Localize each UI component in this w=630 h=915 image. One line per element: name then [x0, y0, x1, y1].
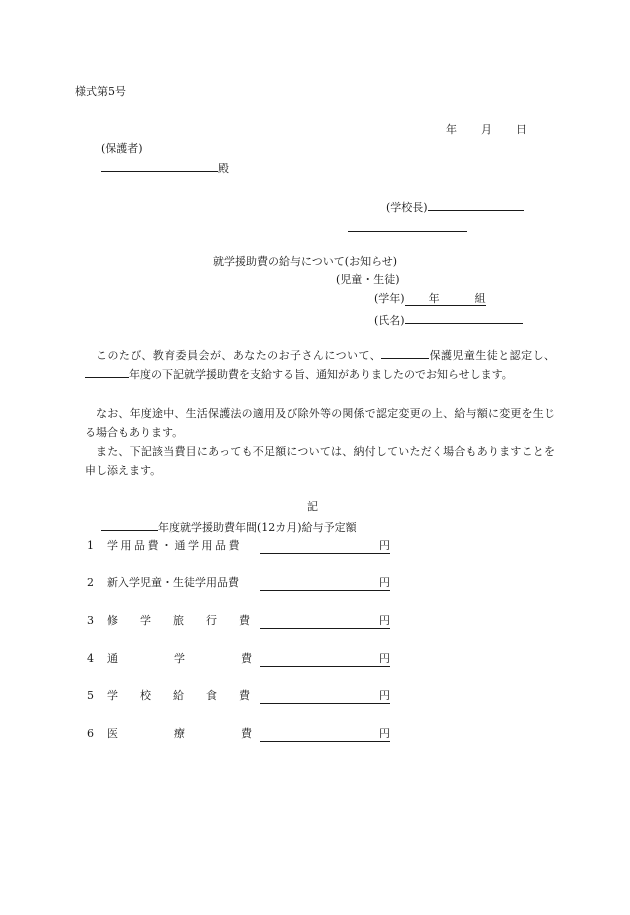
item-number: 4	[87, 652, 94, 665]
item-unit: 円	[379, 539, 390, 552]
amount-blank[interactable]	[260, 628, 390, 629]
ki-heading: 記	[307, 500, 318, 513]
item-unit: 円	[379, 614, 390, 627]
item-unit: 円	[379, 576, 390, 589]
item-number: 6	[87, 727, 94, 740]
fiscal-year-blank[interactable]	[85, 366, 129, 378]
subtitle-text: 年度就学援助費年間(12カ月)給与予定額	[158, 521, 357, 534]
amount-blank[interactable]	[260, 666, 390, 667]
date-year-label: 年	[446, 123, 457, 136]
date-month-label: 月	[481, 123, 492, 136]
body-paragraph-1	[85, 346, 555, 384]
item-number: 2	[87, 576, 94, 589]
item-label: 学用品費・通学用品費	[107, 539, 242, 552]
guardian-name-blank[interactable]	[101, 160, 218, 172]
amount-blank[interactable]	[260, 553, 390, 554]
student-name-blank[interactable]	[405, 312, 523, 324]
item-label: 学校給食費	[107, 689, 272, 702]
principal-name-blank[interactable]	[348, 219, 467, 232]
subtitle-line	[101, 519, 357, 533]
item-label: 修学旅行費	[107, 614, 272, 627]
principal-field[interactable]	[386, 199, 524, 213]
body-p1-part-c: 年度の下記就学援助費を支給する旨、通知がありましたのでお知らせします。	[129, 368, 513, 382]
grade-class-blank[interactable]: 組	[453, 293, 486, 306]
body-p1-part-b: 保護児童生徒と認定し、	[429, 349, 556, 362]
body-p1-part-a: このたび、教育委員会が、あなたのお子さんについて、	[96, 349, 382, 362]
item-unit: 円	[379, 652, 390, 665]
principal-title-blank[interactable]	[428, 199, 524, 211]
guardian-name-field[interactable]	[101, 160, 229, 174]
amount-blank[interactable]	[260, 590, 390, 591]
body-paragraph-2: なお、年度途中、生活保護法の適用及び除外等の関係で認定変更の上、給与額に変更を生じる場合もあります。	[85, 407, 555, 440]
body-paragraph-3: また、下記該当費目にあっても不足額については、納付していただく場合もありますことを申し添えます。	[85, 445, 555, 478]
item-number: 5	[87, 689, 94, 702]
honorific: 殿	[218, 162, 229, 175]
date-day-label: 日	[516, 123, 527, 136]
principal-label: (学校長)	[386, 201, 428, 214]
notice-title: 就学援助費の給与について(お知らせ)	[213, 255, 398, 268]
student-category: (児童・生徒)	[336, 273, 400, 286]
item-number: 3	[87, 614, 94, 627]
grade-field[interactable]	[374, 293, 486, 306]
amount-blank[interactable]	[260, 703, 390, 704]
guardian-label: (保護者)	[101, 142, 143, 155]
name-label: (氏名)	[374, 314, 405, 327]
amount-blank[interactable]	[260, 741, 390, 742]
item-unit: 円	[379, 689, 390, 702]
child-status-blank[interactable]	[381, 347, 429, 359]
grade-year-blank[interactable]: 年	[405, 293, 453, 306]
item-label: 新入学児童・生徒学用品費	[107, 576, 239, 589]
item-unit: 円	[379, 727, 390, 740]
subtitle-year-blank[interactable]	[101, 519, 158, 531]
item-label: 通学費	[107, 652, 308, 665]
grade-label: (学年)	[374, 292, 405, 305]
item-number: 1	[87, 539, 94, 552]
student-name-field[interactable]	[374, 312, 523, 326]
form-number: 様式第5号	[75, 85, 126, 98]
item-label: 医療費	[107, 727, 308, 740]
